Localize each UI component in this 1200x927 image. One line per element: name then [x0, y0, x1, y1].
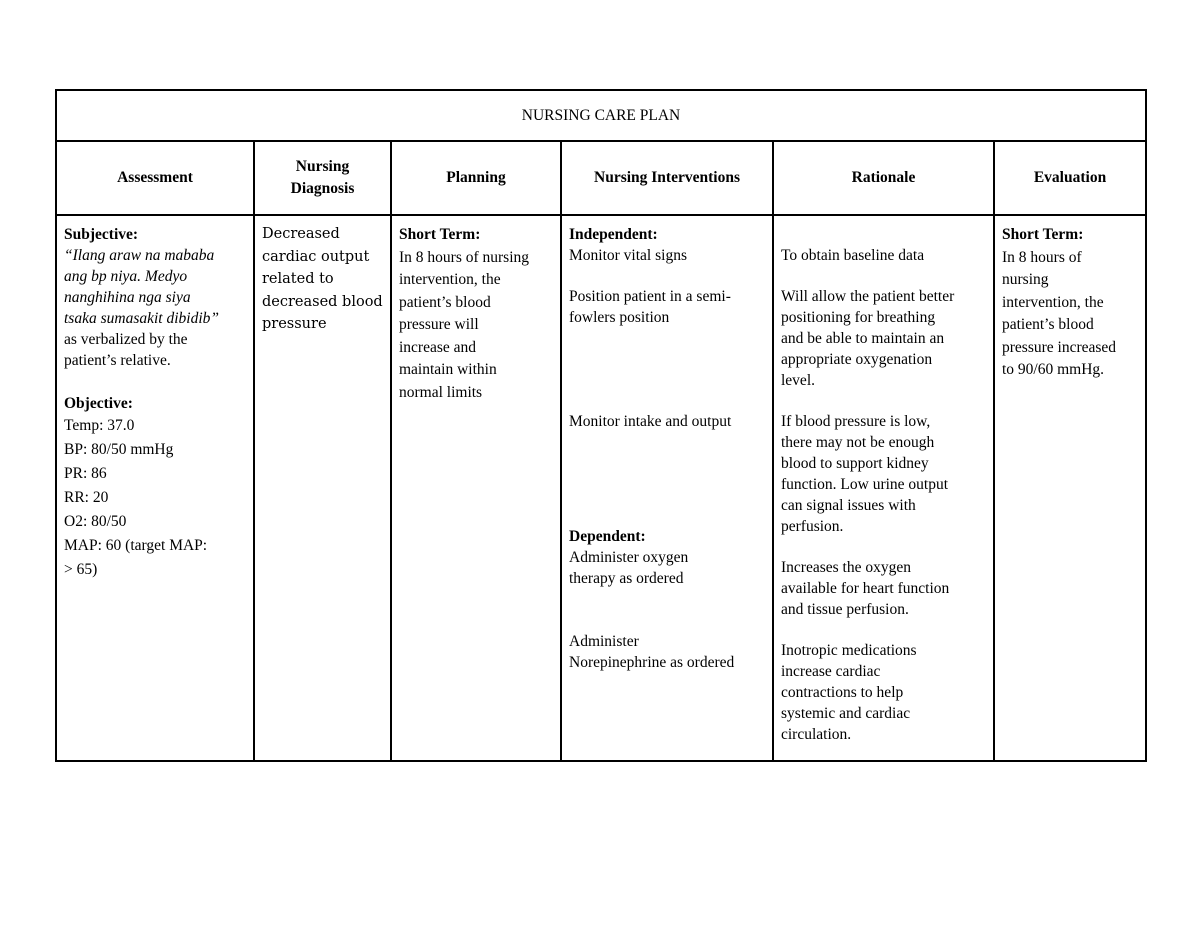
- header-row: [56, 141, 1146, 215]
- rationale-line: increase cardiac: [781, 663, 881, 680]
- rationale-line: To obtain baseline data: [781, 247, 925, 264]
- dependent-label: Dependent:: [569, 528, 646, 545]
- objective-line: MAP: 60 (target MAP:: [64, 537, 208, 554]
- intervention-item: Position patient in a semi-: [569, 288, 731, 305]
- subjective-label: Subjective:: [64, 226, 139, 243]
- planning-line: maintain within: [399, 361, 497, 378]
- header-nursing-interventions: Nursing Interventions: [561, 141, 773, 215]
- planning-line: increase and: [399, 338, 477, 356]
- rationale-line: and tissue perfusion.: [781, 601, 909, 618]
- planning-line: pressure will: [399, 316, 479, 333]
- rationale-line: positioning for breathing: [781, 309, 936, 326]
- title-row: [56, 90, 1146, 141]
- nursing-care-plan-table: [55, 89, 1147, 762]
- subjective-quote-line: tsaka sumasakit dibidib”: [64, 310, 220, 327]
- verbalized-line: as verbalized by the: [64, 331, 188, 348]
- diagnosis-line: related to: [262, 271, 334, 287]
- rationale-line: Will allow the patient better: [781, 288, 955, 305]
- evaluation-line: nursing: [1002, 271, 1049, 288]
- intervention-item: Administer oxygen: [569, 549, 689, 566]
- planning-line: In 8 hours of nursing: [399, 248, 530, 266]
- intervention-item: therapy as ordered: [569, 570, 684, 587]
- spacer: [569, 432, 766, 526]
- diagnosis-line: pressure: [262, 316, 327, 332]
- evaluation-line: pressure increased: [1002, 338, 1117, 356]
- rationale-line: function. Low urine output: [781, 476, 949, 493]
- diagnosis-line: cardiac output: [262, 248, 370, 265]
- objective-line: PR: 86: [64, 465, 107, 482]
- header-rationale: Rationale: [773, 141, 994, 215]
- rationale-line: contractions to help: [781, 684, 904, 701]
- header-planning: Planning: [391, 141, 561, 215]
- verbalized-line: patient’s relative.: [64, 352, 171, 369]
- evaluation-short-term-label: Short Term:: [1002, 226, 1084, 243]
- spacer: [569, 589, 766, 631]
- content-row: [56, 215, 1146, 761]
- table-title: NURSING CARE PLAN: [56, 90, 1146, 141]
- rationale-line: available for heart function: [781, 580, 950, 597]
- objective-line: Temp: 37.0: [64, 417, 135, 434]
- planning-short-term-label: Short Term:: [399, 226, 481, 243]
- spacer: [781, 391, 987, 411]
- objective-line: RR: 20: [64, 489, 109, 506]
- evaluation-line: intervention, the: [1002, 293, 1104, 311]
- evaluation-cell: [994, 215, 1146, 761]
- rationale-line: blood to support kidney: [781, 455, 929, 472]
- spacer: [781, 224, 987, 245]
- diagnosis-line: Decreased: [262, 226, 340, 242]
- intervention-item: Norepinephrine as ordered: [569, 654, 735, 671]
- assessment-cell: [56, 215, 254, 761]
- diagnosis-cell: [254, 215, 391, 761]
- header-diagnosis-line: Nursing: [295, 158, 350, 175]
- planning-line: normal limits: [399, 383, 483, 401]
- rationale-line: can signal issues with: [781, 497, 916, 514]
- intervention-item: Monitor vital signs: [569, 247, 687, 264]
- independent-label: Independent:: [569, 226, 658, 243]
- rationale-line: and be able to maintain an: [781, 330, 945, 347]
- rationale-line: there may not be enough: [781, 434, 935, 451]
- rationale-line: level.: [781, 372, 815, 389]
- intervention-item: fowlers position: [569, 309, 670, 326]
- interventions-cell: [561, 215, 773, 761]
- header-evaluation: Evaluation: [994, 141, 1146, 215]
- rationale-line: Increases the oxygen: [781, 559, 911, 576]
- spacer: [781, 266, 987, 286]
- planning-cell: [391, 215, 561, 761]
- spacer: [569, 328, 766, 411]
- intervention-item: Administer: [569, 633, 639, 650]
- objective-line: > 65): [64, 561, 98, 578]
- planning-line: intervention, the: [399, 271, 501, 288]
- subjective-quote-line: “Ilang araw na mababa: [64, 247, 215, 264]
- header-diagnosis-line: Diagnosis: [290, 180, 355, 197]
- objective-line: BP: 80/50 mmHg: [64, 441, 174, 458]
- header-nursing-diagnosis: [254, 141, 391, 215]
- evaluation-line: In 8 hours of: [1002, 248, 1082, 266]
- subjective-quote-line: ang bp niya. Medyo: [64, 268, 188, 285]
- spacer: [781, 620, 987, 640]
- spacer: [64, 371, 247, 392]
- objective-label: Objective:: [64, 395, 133, 412]
- rationale-line: circulation.: [781, 726, 852, 743]
- rationale-line: perfusion.: [781, 518, 844, 535]
- evaluation-line: patient’s blood: [1002, 316, 1094, 333]
- rationale-line: appropriate oxygenation: [781, 351, 933, 368]
- planning-line: patient’s blood: [399, 293, 491, 311]
- intervention-item: Monitor intake and output: [569, 413, 732, 430]
- rationale-line: Inotropic medications: [781, 642, 917, 659]
- spacer: [781, 537, 987, 557]
- evaluation-line: to 90/60 mmHg.: [1002, 361, 1105, 378]
- diagnosis-line: decreased blood: [262, 293, 383, 310]
- header-assessment: Assessment: [56, 141, 254, 215]
- rationale-line: systemic and cardiac: [781, 705, 911, 722]
- objective-line: O2: 80/50: [64, 513, 127, 530]
- rationale-cell: [773, 215, 994, 761]
- spacer: [569, 266, 766, 286]
- rationale-line: If blood pressure is low,: [781, 413, 931, 430]
- subjective-quote-line: nanghihina nga siya: [64, 289, 191, 306]
